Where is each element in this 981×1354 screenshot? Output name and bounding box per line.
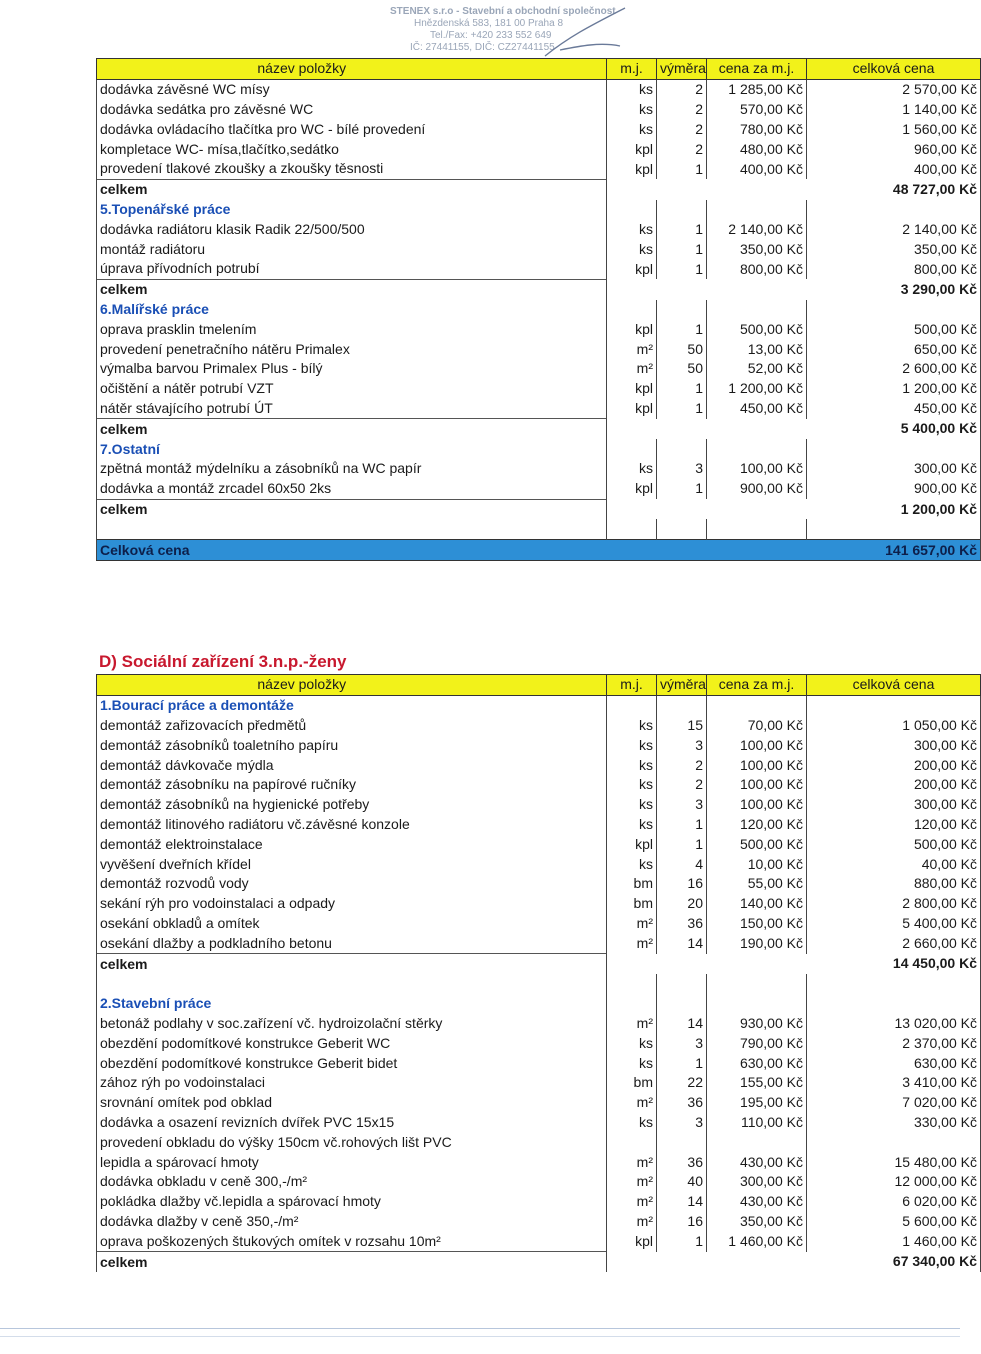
item-unit: ks [607,79,657,99]
subtotal-row [97,954,981,974]
table-row [97,834,981,854]
table-header [97,675,981,696]
table-row [97,79,981,99]
section-heading: 1.Bourací práce a demontáže [97,695,607,715]
company-stamp [390,6,630,62]
item-unit: ks [607,239,657,259]
item-name: demontáž zásobníků na hygienické potřeby [97,795,607,815]
item-name: provedení tlakové zkoušky a zkoušky těsnosti [97,159,607,179]
item-qty: 36 [657,1093,707,1113]
table-row [97,894,981,914]
table-row [97,1212,981,1232]
item-name: demontáž zásobníku na papírové ručníky [97,775,607,795]
item-unit: ks [607,459,657,479]
col-qty-header: výměra [657,675,707,696]
item-unit: kpl [607,139,657,159]
col-total-header: celková cena [807,675,981,696]
table-row [97,1093,981,1113]
item-unit: ks [607,219,657,239]
item-qty: 14 [657,933,707,953]
item-price: 100,00 Kč [707,795,807,815]
item-price: 120,00 Kč [707,815,807,835]
stamp-address: Hnězdenská 583, 181 00 Praha 8 [414,18,563,29]
item-total: 800,00 Kč [807,259,981,279]
col-name-header: název položky [97,59,507,80]
item-price: 150,00 Kč [707,914,807,934]
item-unit: kpl [607,259,657,279]
section-heading-row [97,300,981,320]
item-price: 13,00 Kč [707,339,807,359]
item-name: demontáž rozvodů vody [97,874,607,894]
item-total: 300,00 Kč [807,735,981,755]
item-price: 930,00 Kč [707,1014,807,1034]
item-unit: bm [607,894,657,914]
col-qty-header: výměra [657,59,707,80]
table-row [97,159,981,179]
item-unit: ks [607,1053,657,1073]
table-row [97,319,981,339]
item-qty: 2 [657,119,707,139]
item-name: demontáž elektroinstalace [97,834,607,854]
item-unit: ks [607,100,657,120]
item-total: 2 660,00 Kč [807,933,981,953]
item-total: 2 570,00 Kč [807,79,981,99]
section-heading-row [97,994,981,1014]
scan-edge-line [0,1328,960,1329]
item-qty: 3 [657,459,707,479]
table-row [97,1152,981,1172]
item-unit: ks [607,1033,657,1053]
table-row [97,755,981,775]
item-price: 350,00 Kč [707,1212,807,1232]
item-price: 10,00 Kč [707,854,807,874]
item-name: provedení penetračního nátěru Primalex [97,339,607,359]
table-row [97,259,981,279]
table-row [97,933,981,953]
item-qty: 1 [657,834,707,854]
item-qty: 2 [657,139,707,159]
item-price: 780,00 Kč [707,119,807,139]
item-name: provedení obkladu do výšky 150cm vč.rohových lišt PVC [97,1132,607,1152]
item-qty: 1 [657,1053,707,1073]
item-unit: kpl [607,399,657,419]
item-price: 500,00 Kč [707,834,807,854]
item-total: 2 600,00 Kč [807,359,981,379]
item-total: 880,00 Kč [807,874,981,894]
item-unit: bm [607,1073,657,1093]
subtotal-label: celkem [97,419,607,439]
item-qty: 36 [657,914,707,934]
item-price: 100,00 Kč [707,755,807,775]
section-heading-row [97,200,981,220]
price-table-d [96,674,981,1272]
item-name: oprava poškozených štukových omítek v rozsahu 10m² [97,1231,607,1251]
table-row [97,1132,981,1152]
item-name: kompletace WC- mísa,tlačítko,sedátko [97,139,607,159]
col-price-header: cena za m.j. [707,675,807,696]
item-qty: 22 [657,1073,707,1093]
item-total: 12 000,00 Kč [807,1172,981,1192]
item-unit: ks [607,716,657,736]
subtotal-value: 48 727,00 Kč [807,179,981,199]
item-qty: 1 [657,399,707,419]
item-total: 500,00 Kč [807,834,981,854]
item-price: 100,00 Kč [707,735,807,755]
item-total: 7 020,00 Kč [807,1093,981,1113]
item-unit: kpl [607,319,657,339]
item-name: nátěr stávajícího potrubí ÚT [97,399,607,419]
item-total: 3 410,00 Kč [807,1073,981,1093]
table-header [97,59,981,80]
item-unit: kpl [607,479,657,499]
col-name-header: název položky [97,675,507,696]
table-row [97,239,981,259]
item-qty: 3 [657,1033,707,1053]
item-total: 15 480,00 Kč [807,1152,981,1172]
item-total: 450,00 Kč [807,399,981,419]
table-row [97,874,981,894]
table-row [97,359,981,379]
stamp-company: STENEX s.r.o - Stavební a obchodní společnost [390,6,616,17]
subtotal-label: celkem [97,1252,607,1272]
item-name: zpětná montáž mýdelníku a zásobníků na WC papír [97,459,607,479]
item-unit: kpl [607,379,657,399]
item-unit: m² [607,1093,657,1113]
item-price: 100,00 Kč [707,459,807,479]
item-total: 1 560,00 Kč [807,119,981,139]
section-heading: 7.Ostatní [97,439,607,459]
item-unit: m² [607,1152,657,1172]
table-row [97,854,981,874]
item-price: 480,00 Kč [707,139,807,159]
item-qty: 2 [657,755,707,775]
table-row [97,1192,981,1212]
table-row [97,716,981,736]
item-name: dodávka dlažby v ceně 350,-/m² [97,1212,607,1232]
item-total: 330,00 Kč [807,1113,981,1133]
table-row [97,1113,981,1133]
item-total: 200,00 Kč [807,775,981,795]
item-price: 630,00 Kč [707,1053,807,1073]
subtotal-value: 14 450,00 Kč [807,954,981,974]
subtotal-label: celkem [97,279,607,299]
subtotal-row [97,1252,981,1272]
item-price: 2 140,00 Kč [707,219,807,239]
item-price [707,1132,807,1152]
item-name: lepidla a spárovací hmoty [97,1152,607,1172]
item-name: očištění a nátěr potrubí VZT [97,379,607,399]
item-name: montáž radiátoru [97,239,607,259]
stamp-ico: IČ: 27441155, DIČ: CZ27441155 [410,42,555,53]
item-total: 13 020,00 Kč [807,1014,981,1034]
table-row [97,119,981,139]
item-price: 430,00 Kč [707,1152,807,1172]
signature-mark [540,6,630,62]
item-price: 155,00 Kč [707,1073,807,1093]
price-table-c [96,58,981,561]
item-total: 1 140,00 Kč [807,100,981,120]
item-qty: 2 [657,79,707,99]
item-name: vyvěšení dveřních křídel [97,854,607,874]
subtotal-label: celkem [97,499,607,519]
item-qty: 40 [657,1172,707,1192]
table-row [97,1172,981,1192]
item-total: 630,00 Kč [807,1053,981,1073]
section-heading-row [97,695,981,715]
item-qty: 1 [657,479,707,499]
item-unit: ks [607,735,657,755]
item-name: dodávka závěsné WC mísy [97,79,607,99]
grand-total-value: 141 657,00 Kč [807,540,981,561]
item-name: osekání dlažby a podkladního betonu [97,933,607,953]
item-qty: 4 [657,854,707,874]
table-row [97,219,981,239]
item-total: 300,00 Kč [807,459,981,479]
item-name: dodávka a osazení revizních dvířek PVC 15x15 [97,1113,607,1133]
item-price: 350,00 Kč [707,239,807,259]
item-name: demontáž litinového radiátoru vč.závěsné konzole [97,815,607,835]
subtotal-value: 67 340,00 Kč [807,1252,981,1272]
item-qty: 50 [657,359,707,379]
item-price: 570,00 Kč [707,100,807,120]
item-qty: 14 [657,1192,707,1212]
table-row [97,1073,981,1093]
item-total [807,1132,981,1152]
item-qty: 3 [657,1113,707,1133]
item-qty [657,1132,707,1152]
table-row [97,1231,981,1251]
item-price: 1 460,00 Kč [707,1231,807,1251]
item-qty: 1 [657,159,707,179]
col-unit-header: m.j. [607,59,657,80]
item-qty: 16 [657,874,707,894]
subtotal-value: 3 290,00 Kč [807,279,981,299]
item-unit: kpl [607,834,657,854]
table-row [97,139,981,159]
item-unit: bm [607,874,657,894]
item-name: betonáž podlahy v soc.zařízení vč. hydroizolační stěrky [97,1014,607,1034]
item-total: 200,00 Kč [807,755,981,775]
item-name: obezdění podomítkové konstrukce Geberit bidet [97,1053,607,1073]
table-row [97,339,981,359]
item-qty: 1 [657,259,707,279]
item-total: 900,00 Kč [807,479,981,499]
item-name: obezdění podomítkové konstrukce Geberit WC [97,1033,607,1053]
item-name: demontáž zařizovacích předmětů [97,716,607,736]
item-name: dodávka a montáž zrcadel 60x50 2ks [97,479,607,499]
table-row [97,1053,981,1073]
item-unit: m² [607,359,657,379]
item-name: osekání obkladů a omítek [97,914,607,934]
item-total: 400,00 Kč [807,159,981,179]
item-total: 40,00 Kč [807,854,981,874]
item-qty: 2 [657,775,707,795]
subtotal-label: celkem [97,179,607,199]
item-total: 300,00 Kč [807,795,981,815]
item-price: 140,00 Kč [707,894,807,914]
stamp-phone: Tel./Fax: +420 233 552 649 [430,30,552,41]
item-total: 120,00 Kč [807,815,981,835]
section-heading: 2.Stavební práce [97,994,607,1014]
item-price: 450,00 Kč [707,399,807,419]
item-name: demontáž zásobníků toaletního papíru [97,735,607,755]
blank-row [97,974,981,994]
item-name: výmalba barvou Primalex Plus - bílý [97,359,607,379]
item-qty: 15 [657,716,707,736]
table-row [97,1014,981,1034]
table-row [97,479,981,499]
subtotal-row [97,179,981,199]
item-name: sekání rýh pro vodoinstalaci a odpady [97,894,607,914]
item-total: 1 460,00 Kč [807,1231,981,1251]
subtotal-row [97,279,981,299]
subtotal-label: celkem [97,954,607,974]
table-row [97,100,981,120]
item-qty: 20 [657,894,707,914]
item-qty: 1 [657,379,707,399]
item-price: 1 285,00 Kč [707,79,807,99]
item-price: 1 200,00 Kč [707,379,807,399]
item-unit: ks [607,119,657,139]
table-row [97,914,981,934]
item-unit: ks [607,755,657,775]
item-qty: 3 [657,735,707,755]
item-qty: 1 [657,219,707,239]
item-total: 2 370,00 Kč [807,1033,981,1053]
table-row [97,735,981,755]
item-unit: m² [607,1172,657,1192]
item-unit [607,1132,657,1152]
table-row [97,815,981,835]
section-heading: 5.Topenářské práce [97,200,607,220]
subtotal-row [97,419,981,439]
item-qty: 2 [657,100,707,120]
col-total-header: celková cena [807,59,981,80]
section-heading: 6.Malířské práce [97,300,607,320]
item-price: 400,00 Kč [707,159,807,179]
item-name: dodávka radiátoru klasik Radik 22/500/500 [97,219,607,239]
col-unit-header: m.j. [607,675,657,696]
item-qty: 36 [657,1152,707,1172]
item-price: 195,00 Kč [707,1093,807,1113]
item-price: 800,00 Kč [707,259,807,279]
item-total: 1 050,00 Kč [807,716,981,736]
subtotal-value: 1 200,00 Kč [807,499,981,519]
item-total: 5 600,00 Kč [807,1212,981,1232]
table-row [97,1033,981,1053]
item-price: 110,00 Kč [707,1113,807,1133]
item-qty: 1 [657,1231,707,1251]
item-unit: kpl [607,1231,657,1251]
item-unit: m² [607,1212,657,1232]
item-price: 300,00 Kč [707,1172,807,1192]
table-row [97,459,981,479]
item-unit: ks [607,854,657,874]
item-price: 52,00 Kč [707,359,807,379]
item-unit: ks [607,775,657,795]
blank-row [97,519,981,539]
table-row [97,775,981,795]
item-total: 2 800,00 Kč [807,894,981,914]
item-unit: kpl [607,159,657,179]
grand-total-row [97,540,981,561]
table-row [97,399,981,419]
item-name: demontáž dávkovače mýdla [97,755,607,775]
item-unit: m² [607,914,657,934]
item-total: 960,00 Kč [807,139,981,159]
item-total: 650,00 Kč [807,339,981,359]
section-heading-row [97,439,981,459]
item-total: 350,00 Kč [807,239,981,259]
item-price: 70,00 Kč [707,716,807,736]
grand-total-label: Celková cena [97,540,607,561]
col-price-header: cena za m.j. [707,59,807,80]
item-total: 6 020,00 Kč [807,1192,981,1212]
item-name: oprava prasklin tmelením [97,319,607,339]
item-qty: 1 [657,319,707,339]
item-price: 790,00 Kč [707,1033,807,1053]
item-qty: 14 [657,1014,707,1034]
subtotal-row [97,499,981,519]
item-total: 2 140,00 Kč [807,219,981,239]
item-price: 500,00 Kč [707,319,807,339]
item-total: 5 400,00 Kč [807,914,981,934]
item-name: dodávka ovládacího tlačítka pro WC - bílé provedení [97,119,607,139]
subtotal-value: 5 400,00 Kč [807,419,981,439]
table-row [97,379,981,399]
item-name: srovnání omítek pod obklad [97,1093,607,1113]
item-unit: ks [607,795,657,815]
item-name: pokládka dlažby vč.lepidla a spárovací hmoty [97,1192,607,1212]
item-unit: m² [607,1192,657,1212]
item-unit: m² [607,1014,657,1034]
item-name: zához rýh po vodoinstalaci [97,1073,607,1093]
item-unit: m² [607,339,657,359]
item-name: dodávka sedátka pro závěsné WC [97,100,607,120]
item-qty: 1 [657,239,707,259]
item-total: 500,00 Kč [807,319,981,339]
item-price: 430,00 Kč [707,1192,807,1212]
item-price: 900,00 Kč [707,479,807,499]
item-name: úprava přívodních potrubí [97,259,607,279]
item-price: 55,00 Kč [707,874,807,894]
item-price: 100,00 Kč [707,775,807,795]
item-price: 190,00 Kč [707,933,807,953]
scan-edge-line [0,1336,960,1337]
item-total: 1 200,00 Kč [807,379,981,399]
item-qty: 3 [657,795,707,815]
item-qty: 16 [657,1212,707,1232]
section-d-title: D) Sociální zařízení 3.n.p.-ženy [99,652,347,671]
item-qty: 50 [657,339,707,359]
item-unit: ks [607,815,657,835]
item-unit: m² [607,933,657,953]
table-row [97,795,981,815]
item-name: dodávka obkladu v ceně 300,-/m² [97,1172,607,1192]
item-unit: ks [607,1113,657,1133]
item-qty: 1 [657,815,707,835]
